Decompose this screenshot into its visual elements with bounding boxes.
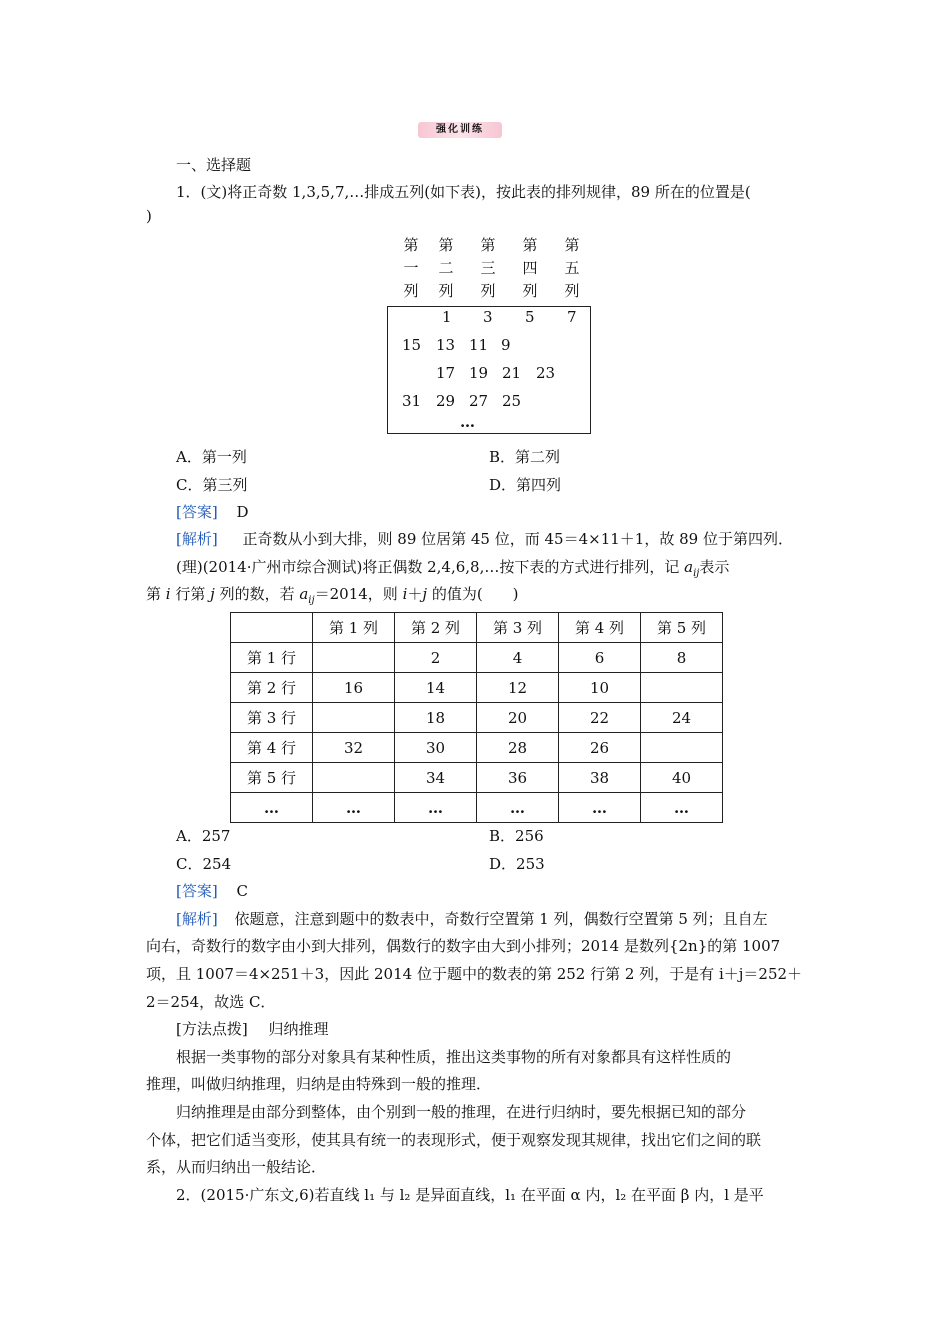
table-ellipsis: … [460, 413, 475, 431]
answer-label: [答案] [176, 882, 218, 900]
method-title: 归纳推理 [268, 1020, 329, 1038]
answer-label: [答案] [176, 503, 218, 521]
q1-option-b: B．第二列 [489, 448, 561, 466]
table-cell: 13 [436, 336, 456, 354]
method-heading [176, 1018, 329, 1039]
q1b-option-a: A．257 [176, 827, 231, 845]
q1b-analysis-line4: 2＝254，故选 C． [146, 993, 276, 1011]
q1-number-table [387, 306, 591, 434]
table-cell: 17 [436, 364, 456, 382]
q1-colhead-2: 第 二 列 [438, 236, 454, 300]
q1b-option-c: C．254 [176, 855, 232, 873]
q1-colhead-4: 第 四 列 [522, 236, 538, 300]
q1b-stem-line1: (理)(2014·广州市综合测试)将正偶数 2,4,6,8,…按下表的方式进行排列，记 $a_{ij}$表示 [176, 558, 730, 579]
table-cell: 25 [502, 392, 522, 410]
table-cell: 3 [483, 308, 493, 326]
table-cell: 19 [469, 364, 489, 382]
table-row: 第 4 行 32 30 28 26 [231, 733, 723, 763]
analysis-label: [解析] [176, 910, 218, 928]
table-cell: 21 [502, 364, 522, 382]
table-row: 第 5 行 34 36 38 40 [231, 763, 723, 793]
q1b-stem-line2: 第 i 行第 j 列的数，若 $a_{ij}=2014$，则 i＋j 的值为( ) [146, 585, 519, 606]
q1-option-a: A．第一列 [176, 448, 247, 466]
table-cell: 27 [469, 392, 489, 410]
q1b-analysis-line3: 项，且 1007＝4×251＋3，因此 2014 位于题中的数表的第 252 行第 2 列，于是有 i＋j＝252＋ [146, 965, 803, 983]
answer-value: D [236, 503, 249, 521]
method-label: [方法点拨] [176, 1020, 248, 1038]
q1b-option-b: B．256 [489, 827, 544, 845]
q1b-analysis-line1: [解析] 依题意，注意到题中的数表中，奇数行空置第 1 列，偶数行空置第 5 列；且自左 [176, 910, 768, 928]
q1-stem-line2: ) [146, 207, 152, 225]
table-row: 第 2 行 16 14 12 10 [231, 673, 723, 703]
table-cell: 23 [536, 364, 556, 382]
q1b-answer [176, 880, 248, 901]
q1-colhead-1: 第 一 列 [403, 236, 419, 300]
section-banner: 强化训练 [418, 122, 502, 138]
table-header-row: 第 1 列 第 2 列 第 3 列 第 4 列 第 5 列 [231, 613, 723, 643]
table-cell: 1 [442, 308, 452, 326]
section-heading: 一、选择题 [176, 156, 252, 174]
table-cell: 31 [402, 392, 422, 410]
q1-analysis [176, 528, 793, 549]
table-cell: 5 [525, 308, 535, 326]
q1-answer [176, 501, 249, 522]
method-p2-line1: 归纳推理是由部分到整体，由个别到一般的推理，在进行归纳时，要先根据已知的部分 [176, 1103, 747, 1121]
q1-colhead-5: 第 五 列 [564, 236, 580, 300]
method-p1-line1: 根据一类事物的部分对象具有某种性质，推出这类事物的所有对象都具有这样性质的 [176, 1048, 732, 1066]
method-p2-line3: 系，从而归纳出一般结论． [146, 1158, 327, 1176]
q1-colhead-3: 第 三 列 [480, 236, 496, 300]
table-row: … … … … … … [231, 793, 723, 823]
method-p2-line2: 个体，把它们适当变形，使其具有统一的表现形式，便于观察发现其规律，找出它们之间的联 [146, 1131, 762, 1149]
q2-stem: 2．(2015·广东文,6)若直线 l₁ 与 l₂ 是异面直线，l₁ 在平面 α 内，l₂ 在平面 β 内，l 是平 [176, 1186, 764, 1204]
q1b-option-d: D．253 [489, 855, 545, 873]
answer-value: C [236, 882, 248, 900]
method-p1-line2: 推理，叫做归纳推理，归纳是由特殊到一般的推理． [146, 1075, 492, 1093]
table-row: 第 3 行 18 20 22 24 [231, 703, 723, 733]
table-cell: 7 [567, 308, 577, 326]
q1-stem-line1: 1．(文)将正奇数 1,3,5,7,…排成五列(如下表)，按此表的排列规律，89 所在的位置是( [176, 183, 751, 201]
table-cell: 15 [402, 336, 422, 354]
table-cell: 29 [436, 392, 456, 410]
table-row: 第 1 行 2 4 6 8 [231, 643, 723, 673]
analysis-text: 正奇数从小到大排，则 89 位居第 45 位，而 45＝4×11＋1，故 89 位于第四列． [242, 530, 793, 548]
q1-option-c: C．第三列 [176, 476, 248, 494]
analysis-label: [解析] [176, 530, 218, 548]
q1b-even-number-table [230, 612, 723, 823]
table-cell: 9 [501, 336, 511, 354]
q1b-analysis-line2: 向右，奇数行的数字由小到大排列，偶数行的数字由大到小排列；2014 是数列{2n}的第 1007 [146, 937, 781, 955]
table-cell: 11 [469, 336, 489, 354]
q1-option-d: D．第四列 [489, 476, 562, 494]
